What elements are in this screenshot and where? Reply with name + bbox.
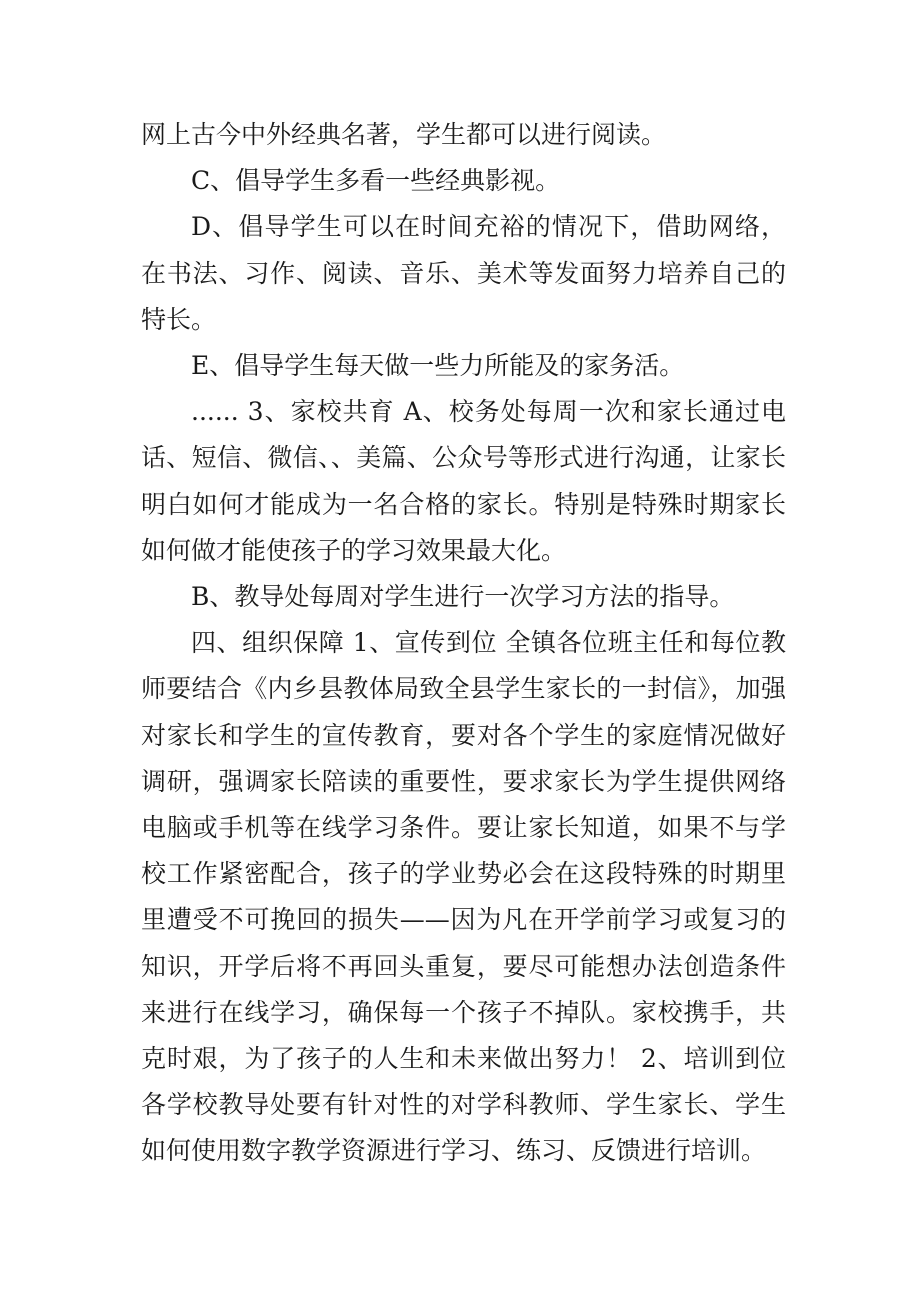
- paragraph-item-d: D、倡导学生可以在时间充裕的情况下，借助网络，在书法、习作、阅读、音乐、美术等发面努力培养自己的特长。: [141, 212, 786, 334]
- paragraph-item-b: B、教导处每周对学生进行一次学习方法的指导。: [191, 582, 735, 612]
- paragraph-continuation: 网上古今中外经典名著，学生都可以进行阅读。: [141, 120, 667, 149]
- document-body: [141, 112, 786, 1175]
- paragraph-home-school: ...... 3、家校共育 A、校务处每周一次和家长通过电话、短信、微信、、美篇、公众号等形式进行沟通，让家长明白如何才能成为一名合格的家长。特别是特殊时期家长如何做才能使孩子的学习效果最大化。: [141, 397, 786, 565]
- paragraph-item-e: E、倡导学生每天做一些力所能及的家务活。: [191, 351, 685, 381]
- paragraph-item-c: C、倡导学生多看一些经典影视。: [191, 166, 561, 196]
- paragraph-organization: 四、组织保障 1、宣传到位 全镇各位班主任和每位教师要结合《内乡县教体局致全县学生家长的一封信》，加强对家长和学生的宣传教育，要对各个学生的家庭情况做好调研，强调家长陪读的重要性，要求家长为学生提供网络电脑或手机等在线学习条件。要让家长知道，如果不与学校工作紧密配合，孩子的学业势必会在这段特殊的时期里里遭受不可挽回的损失——因为凡在开学前学习或复习的知识，开学后将不再回头重复，要尽可能想办法创造条件来进行在线学习，确保每一个孩子不掉队。家校携手，共克时艰，为了孩子的人生和未来做出努力！ 2、培训到位 各学校教导处要有针对性的对学科教师、学生家长、学生如何使用数字教学资源进行学习、练习、反馈进行培训。: [141, 628, 786, 1166]
